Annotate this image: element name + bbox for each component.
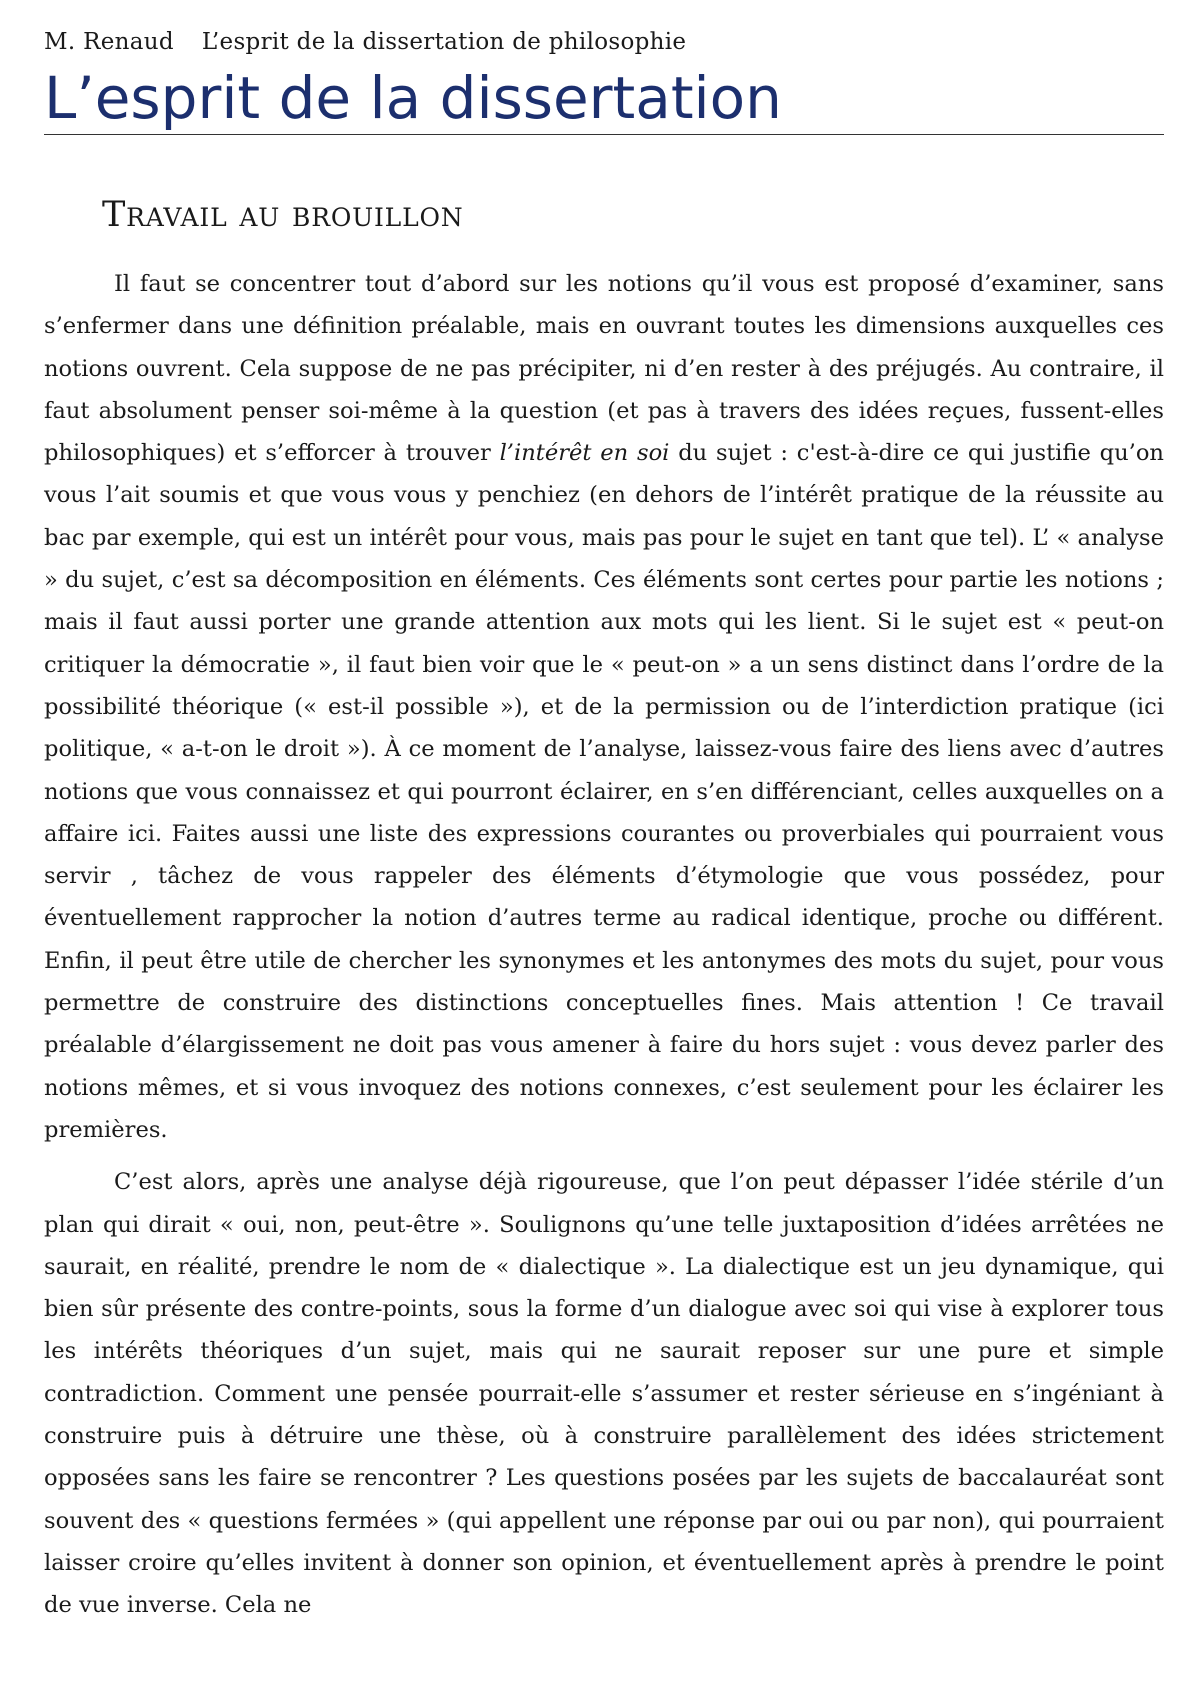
section-heading: Travail au brouillon bbox=[102, 195, 464, 235]
document-page bbox=[44, 26, 1164, 1627]
body-paragraph-1 bbox=[44, 263, 1164, 1151]
document-title: L’esprit de la dissertation bbox=[44, 66, 1164, 135]
body-paragraph-2: C’est alors, après une analyse déjà rigoureuse, que l’on peut dépasser l’idée stérile d’un plan qui dirait « oui, non, peut-être ». Soulignons qu’une telle juxtaposition d’idées arrêtées ne saurait, en réalité, prendre le nom de « dialectique ». La dialectique est un jeu dynamique, qui bien sûr présente des contre-points, sous la forme d’un dialogue avec soi qui vise à explorer tous les intérêts théoriques d’un sujet, mais qui ne saurait reposer sur une pure et simple contradiction. Comment une pensée pourrait-elle s’assumer et rester sérieuse en s’ingéniant à construire puis à détruire une thèse, où à construire parallèlement des idées strictement opposées sans les faire se rencontrer ? Les questions posées par les sujets de baccalauréat sont souvent des « questions fermées » (qui appellent une réponse par oui ou par non), qui pourraient laisser croire qu’elles invitent à donner son opinion, et éventuellement après à prendre le point de vue inverse. Cela ne bbox=[44, 1169, 1164, 1619]
paragraph-1-emphasis: l’intérêt en soi bbox=[499, 440, 670, 467]
course-title: L’esprit de la dissertation de philosophie bbox=[201, 29, 687, 55]
author-name: M. Renaud bbox=[44, 29, 174, 55]
paragraph-1-text-b: du sujet : c'est-à-dire ce qui justifie qu’on vous l’ait soumis et que vous vous y penchiez (en dehors de l’intérêt pratique de la réussite au bac par exemple, qui est un intérêt pour vous, mais pas pour le sujet en tant que tel). L’ « analyse » du sujet, c’est sa décomposition en éléments. Ces éléments sont certes pour partie les notions ; mais il faut aussi porter une grande attention aux mots qui les lient. Si le sujet est « peut-on critiquer la démocratie », il faut bien voir que le « peut-on » a un sens distinct dans l’ordre de la possibilité théorique (« est-il possible »), et de la permission ou de l’interdiction pratique (ici politique, « a-t-on le droit »). À ce moment de l’analyse, laissez-vous faire des liens avec d’autres notions que vous connaissez et qui pourront éclairer, en s’en différenciant, celles auxquelles on a affaire ici. Faites aussi une liste des expressions courantes ou proverbiales qui pourraient vous servir , tâchez de vous rappeler des éléments d’étymologie que vous possédez, pour éventuellement rapprocher la notion d’autres terme au radical identique, proche ou différent. Enfin, il peut être utile de chercher les synonymes et les antonymes des mots du sujet, pour vous permettre de construire des distinctions conceptuelles fines. Mais attention ! Ce travail préalable d’élargissement ne doit pas vous amener à faire du hors sujet : vous devez parler des notions mêmes, et si vous invoquez des notions connexes, c’est seulement pour les éclairer les premières. bbox=[44, 440, 1164, 1143]
running-header bbox=[44, 26, 1164, 58]
paragraph-1-text-a: Il faut se concentrer tout d’abord sur les notions qu’il vous est proposé d’examiner, sans s’enfermer dans une définition préalable, mais en ouvrant toutes les dimensions auxquelles ces notions ouvrent. Cela suppose de ne pas précipiter, ni d’en rester à des préjugés. Au contraire, il faut absolument penser soi-même à la question (et pas à travers des idées reçues, fussent-elles philosophiques) et s’efforcer à trouver bbox=[44, 271, 1164, 467]
